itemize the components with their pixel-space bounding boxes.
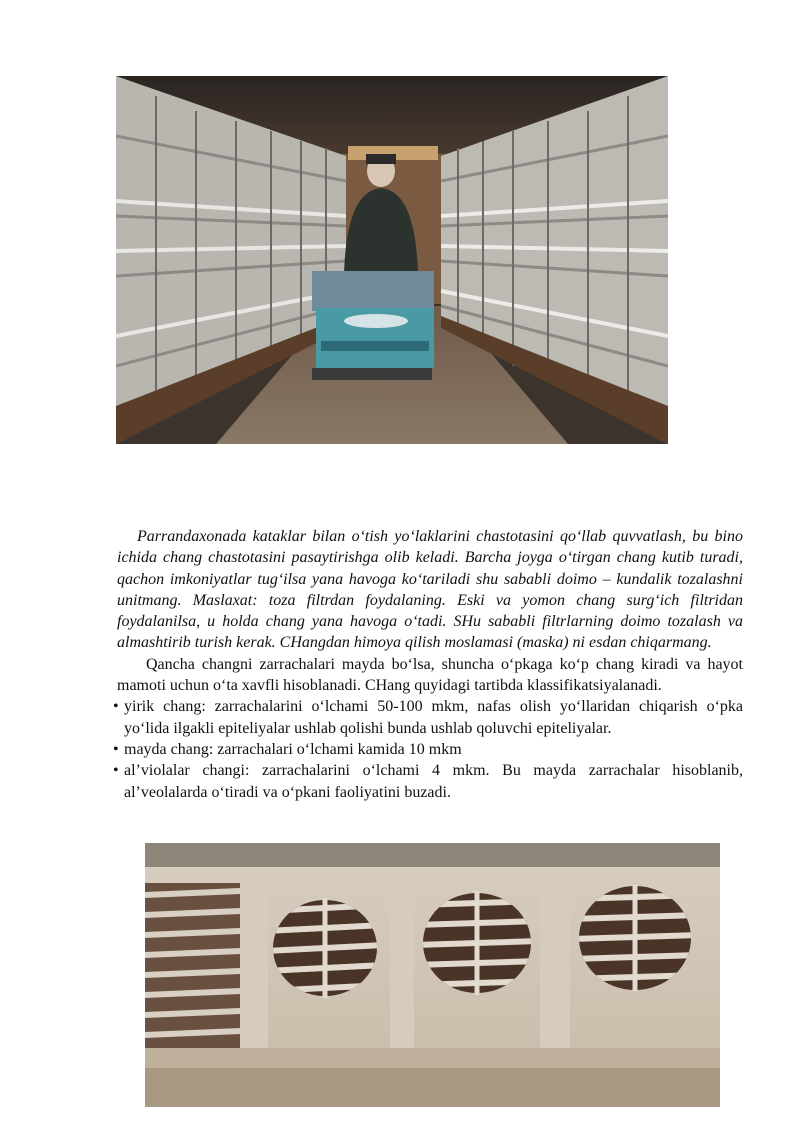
ventilation-fans-photo: [145, 843, 720, 1107]
bullet-icon: •: [113, 762, 119, 780]
paragraph-dust-classification: Qancha changni zarrachalari mayda bo‘lsa, shuncha o‘pkaga ko‘p chang kiradi va hayot mamoti uchun o‘ta xavfli hisoblanadi. CHang quyidagi tartibda klassifikatsiyalanadi.: [117, 655, 743, 695]
poultry-house-photo: [116, 76, 668, 444]
dust-classification-list: [113, 696, 743, 802]
list-item-text: al’violalar changi: zarrachalarini o‘lchami 4 mkm. Bu mayda zarrachalar hisoblanib, al’veolalarda o‘tiradi va o‘pkani faoliyatini buzadi.: [124, 762, 743, 801]
paragraph-dust-control: Parrandaxonada kataklar bilan o‘tish yo‘laklarini chastotasini qo‘llab quvvatlash, bu bino ichida chang chastotasini pasaytirishga olib keladi. Barcha joyga o‘tirgan chang kutib turadi, qachon imkoniyatlar tug‘ilsa yana havoga ko‘tariladi shu sababli doimo – kundalik tozalashni unitmang. Maslaxat: toza filtrdan foydalaning. Eski va yomon chang surg‘ich filtridan foydalanilsa, u holda chang yana havoga o‘tadi. SHu sababli filtrlarning doimo tozalash va almashtirib turish kerak. CHangdan himoya qilish moslamasi (maska) ni esdan chiqarmang.: [117, 528, 743, 652]
list-item: [113, 760, 743, 803]
bullet-icon: •: [113, 698, 119, 716]
list-item: [113, 739, 743, 760]
list-item: [113, 696, 743, 739]
ventilation-fans-photo-icon: [145, 843, 720, 1107]
bullet-icon: •: [113, 740, 119, 758]
list-item-text: yirik chang: zarrachalarini o‘lchami 50-100 mkm, nafas olish yo‘llaridan chiqarish o‘pka yo‘lida ilgakli epiteliyalar ushlab qolishi bunda ushlab qoluvchi epiteliyalar.: [124, 698, 743, 737]
poultry-house-corridor-photo-icon: [116, 76, 668, 444]
list-item-text: mayda chang: zarrachalari o‘lchami kamida 10 mkm: [124, 740, 462, 758]
text-content: [113, 526, 743, 803]
